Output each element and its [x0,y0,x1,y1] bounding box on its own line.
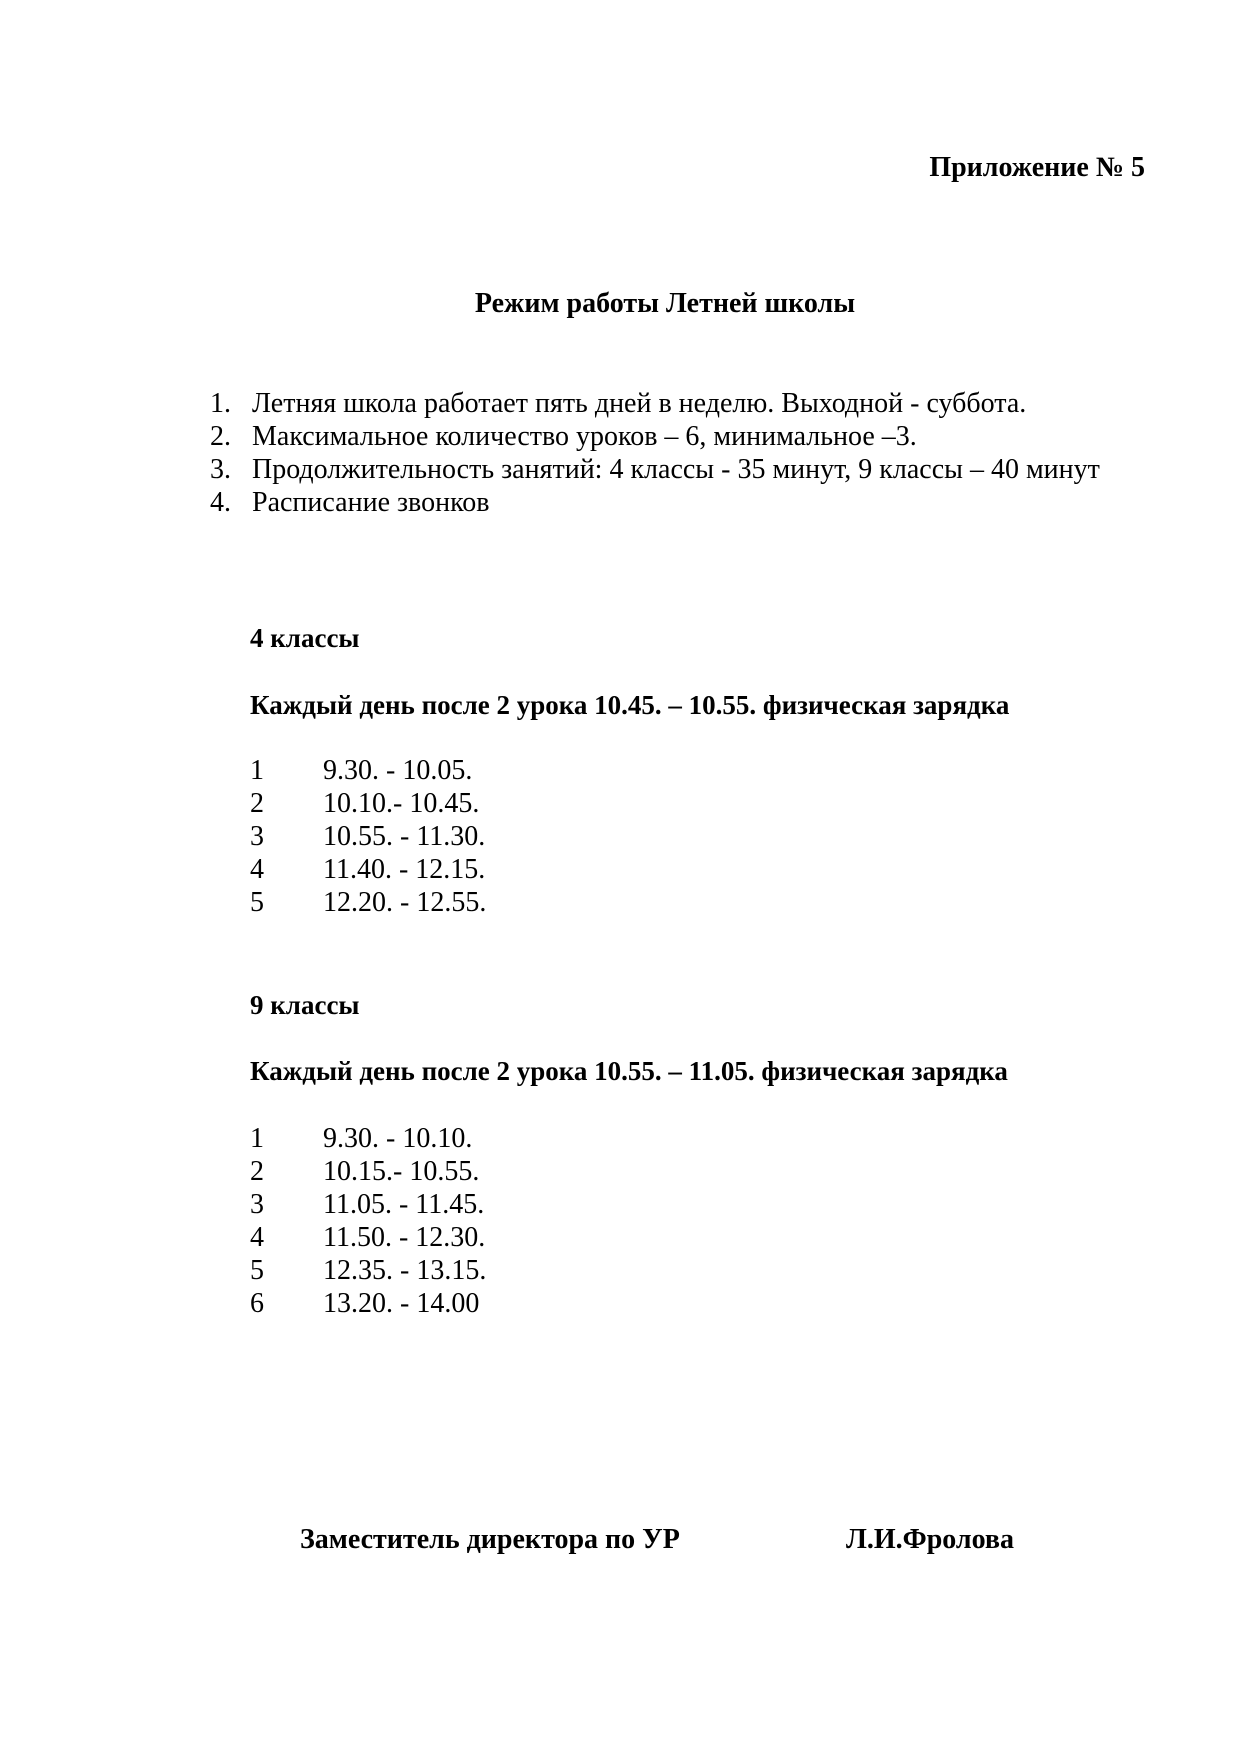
lesson-number: 1 [250,755,264,786]
lesson-number: 4 [250,1222,264,1253]
list-item-text: Максимальное количество уроков – 6, минимальное –3. [252,421,917,452]
table-row [250,820,486,853]
table-row [250,787,486,820]
lesson-number: 2 [250,1156,264,1187]
signature-name: Л.И.Фролова [846,1524,1015,1555]
lesson-number: 5 [250,887,264,918]
list-item-number: 1. [210,388,231,419]
list-item-number: 2. [210,421,231,452]
list-item [210,387,1110,420]
list-item-number: 3. [210,454,231,485]
table-row [250,886,486,919]
list-item-text: Продолжительность занятий: 4 классы - 35 минут, 9 классы – 40 минут [252,454,1100,485]
rules-list [210,387,1110,519]
table-row [250,1122,486,1155]
appendix-label: Приложение № 5 [929,152,1145,183]
grade4-heading: 4 классы [250,623,360,653]
grade9-heading: 9 классы [250,990,360,1020]
table-row [250,1221,486,1254]
table-row [250,1155,486,1188]
table-row [250,1254,486,1287]
lesson-number: 5 [250,1255,264,1286]
lesson-number: 3 [250,821,264,852]
list-item-text: Летняя школа работает пять дней в неделю. Выходной - суббота. [252,388,1027,419]
grade9-bell-schedule [250,1122,486,1320]
list-item [210,486,1110,519]
lesson-number: 3 [250,1189,264,1220]
list-item-text: Расписание звонков [252,487,490,518]
list-item [210,453,1110,486]
lesson-number: 4 [250,854,264,885]
signature-position: Заместитель директора по УР [300,1524,680,1555]
lesson-time: 10.15.- 10.55. [323,1156,480,1187]
lesson-time: 11.50. - 12.30. [323,1222,486,1253]
lesson-time: 13.20. - 14.00 [323,1288,480,1319]
lesson-time: 12.35. - 13.15. [323,1255,487,1286]
grade4-bell-schedule [250,754,486,919]
lesson-time: 11.05. - 11.45. [323,1189,485,1220]
list-item-number: 4. [210,487,231,518]
page-title: Режим работы Летней школы [474,288,856,319]
table-row [250,754,486,787]
lesson-number: 2 [250,788,264,819]
grade9-exercise-note: Каждый день после 2 урока 10.55. – 11.05. физическая зарядка [250,1056,1008,1086]
lesson-time: 11.40. - 12.15. [323,854,486,885]
table-row [250,1287,486,1320]
lesson-time: 10.10.- 10.45. [323,788,480,819]
lesson-time: 9.30. - 10.10. [323,1123,473,1154]
lesson-number: 1 [250,1123,264,1154]
lesson-time: 10.55. - 11.30. [323,821,486,852]
table-row [250,1188,486,1221]
lesson-number: 6 [250,1288,264,1319]
grade4-exercise-note: Каждый день после 2 урока 10.45. – 10.55. физическая зарядка [250,690,1010,720]
lesson-time: 9.30. - 10.05. [323,755,473,786]
lesson-time: 12.20. - 12.55. [323,887,487,918]
list-item [210,420,1110,453]
table-row [250,853,486,886]
